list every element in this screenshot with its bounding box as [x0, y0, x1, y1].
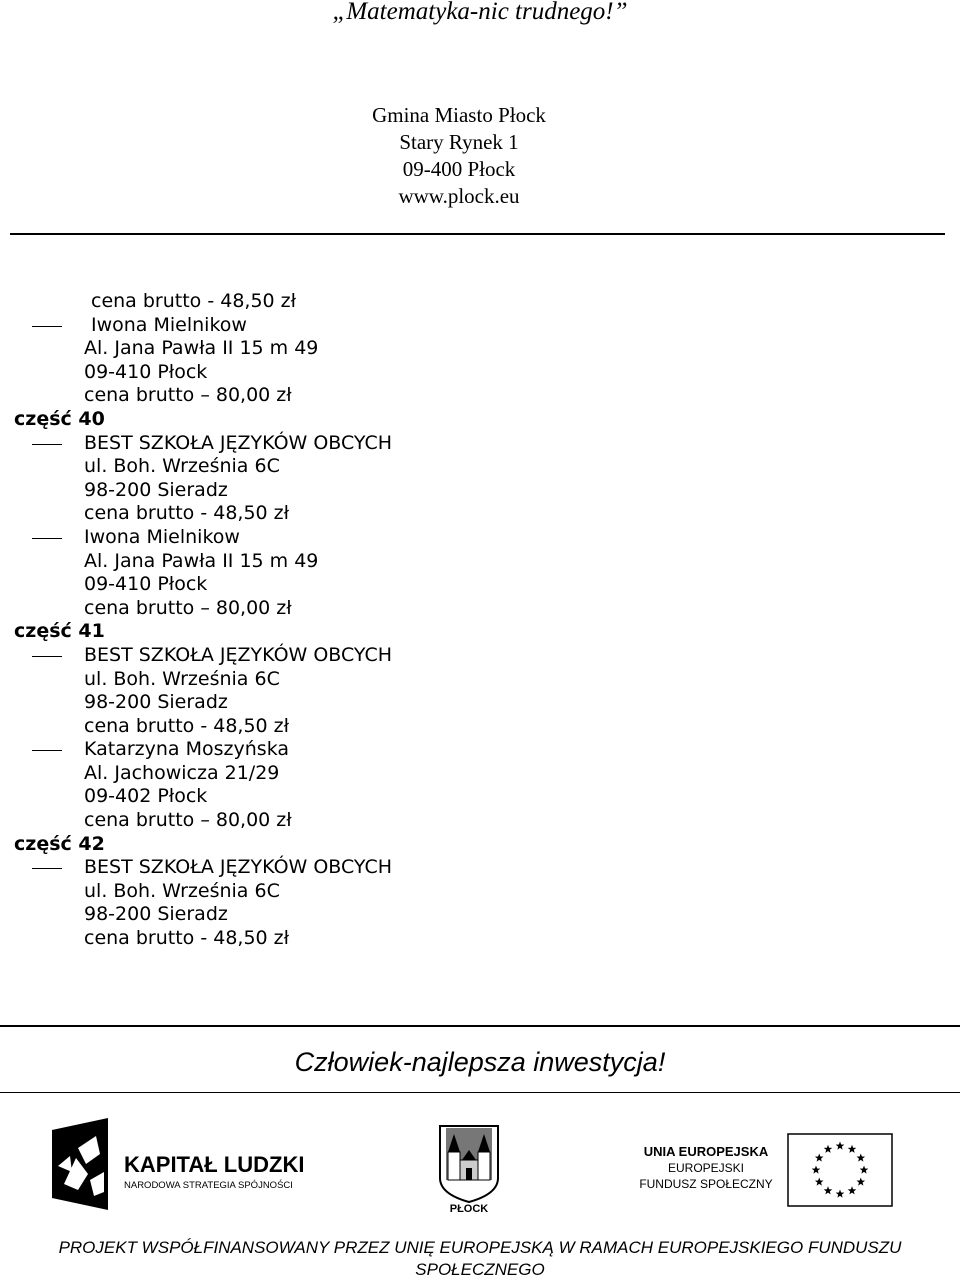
list-item: BEST SZKOŁA JĘZYKÓW OBCYCH [14, 432, 714, 456]
section-heading: część 40 [14, 407, 105, 430]
dash-bullet [32, 326, 62, 327]
section-heading: część 42 [14, 832, 105, 855]
list-item: cena brutto - 48,50 zł [84, 502, 290, 525]
slogan-divider [0, 1092, 960, 1093]
eu-fund-line1: EUROPEJSKI [667, 1161, 745, 1175]
kapital-ludzki-subtitle: NARODOWA STRATEGIA SPÓJNOŚCI [124, 1180, 293, 1191]
list-item: ul. Boh. Września 6C [84, 879, 280, 902]
list-item: Iwona Mielnikow [14, 526, 714, 550]
list-item: Al. Jana Pawła II 15 m 49 [84, 549, 319, 572]
dash-bullet [32, 750, 62, 751]
slogan: Człowiek-najlepsza inwestycja! [294, 1047, 666, 1077]
address-line-municipality: Gmina Miasto Płock [372, 103, 546, 127]
list-item: ul. Boh. Września 6C [84, 455, 280, 478]
kapital-ludzki-name: KAPITAŁ LUDZKI [124, 1152, 305, 1177]
eu-social-fund-logo [636, 1130, 898, 1210]
list-item: cena brutto - 48,50 zł [84, 927, 290, 950]
address-line-website: www.plock.eu [398, 184, 520, 208]
footer-divider [0, 1025, 960, 1027]
list-item: cena brutto – 80,00 zł [84, 809, 292, 832]
kapital-ludzki-logo [48, 1118, 318, 1218]
header-divider [10, 233, 945, 235]
plock-logo-name: PŁOCK [449, 1203, 489, 1214]
list-item: 98-200 Sieradz [84, 691, 228, 714]
list-item: cena brutto – 80,00 zł [84, 596, 292, 619]
list-item: Al. Jachowicza 21/29 [84, 761, 280, 784]
list-item: BEST SZKOŁA JĘZYKÓW OBCYCH [14, 644, 714, 668]
address-line-postcode: 09-400 Płock [402, 157, 516, 181]
list-item: 09-410 Płock [84, 360, 208, 383]
list-item: BEST SZKOŁA JĘZYKÓW OBCYCH [14, 856, 714, 880]
plock-coat-of-arms [438, 1122, 500, 1214]
footer-line-1: PROJEKT WSPÓŁFINANSOWANY PRZEZ UNIĘ EUROPEJSKĄ W RAMACH EUROPEJSKIEGO FUNDUSZU [58, 1238, 902, 1257]
list-item: 09-402 Płock [84, 785, 208, 808]
list-item: 98-200 Sieradz [84, 478, 228, 501]
list-item: Katarzyna Moszyńska [14, 738, 714, 762]
dash-bullet [32, 538, 62, 539]
list-item: Iwona Mielnikow [14, 314, 714, 338]
address-block [0, 102, 918, 210]
list-item: 98-200 Sieradz [84, 903, 228, 926]
dash-bullet [32, 656, 62, 657]
list-item: cena brutto - 48,50 zł [84, 714, 290, 737]
list-item: 09-410 Płock [84, 573, 208, 596]
list-item: Al. Jana Pawła II 15 m 49 [84, 337, 319, 360]
page-header-title: „Matematyka-nic trudnego!” [332, 0, 628, 25]
list-item: cena brutto - 48,50 zł [91, 290, 297, 312]
footer-text [0, 1237, 960, 1281]
eu-name: UNIA EUROPEJSKA [643, 1144, 769, 1159]
footer-line-2: SPOŁECZNEGO [415, 1260, 545, 1279]
list-item: ul. Boh. Września 6C [84, 667, 280, 690]
eu-fund-line2: FUNDUSZ SPOŁECZNY [639, 1177, 773, 1191]
dash-bullet [32, 868, 62, 869]
document-body [14, 290, 714, 951]
dash-bullet [32, 444, 62, 445]
list-item: cena brutto – 80,00 zł [84, 384, 292, 407]
address-line-street: Stary Rynek 1 [399, 130, 519, 154]
section-heading: część 41 [14, 620, 105, 643]
